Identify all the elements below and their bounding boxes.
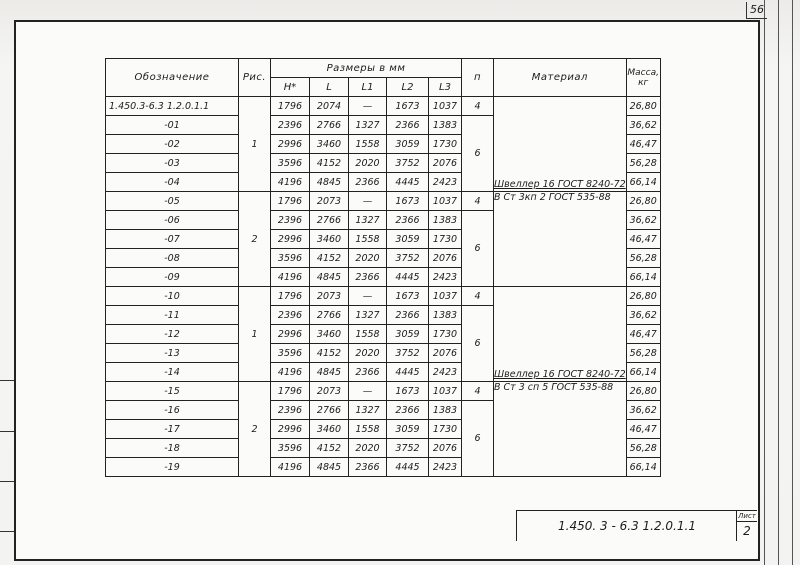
dim-l2-cell: 1673 (387, 192, 429, 211)
designation-cell: -18 (106, 439, 239, 458)
dim-l-cell: 2074 (310, 97, 349, 116)
dim-l1-cell: 1327 (349, 211, 387, 230)
margin-line (778, 0, 779, 565)
designation-cell: -08 (106, 249, 239, 268)
dim-l1-cell: 1558 (349, 325, 387, 344)
table-row (106, 97, 661, 116)
dim-l1-cell: — (349, 192, 387, 211)
fig-cell: 1 (239, 287, 271, 382)
dim-l-cell: 2766 (310, 401, 349, 420)
left-binding-strip (0, 380, 14, 558)
fig-cell: 2 (239, 192, 271, 287)
table-row (106, 382, 661, 401)
dim-l-cell: 2073 (310, 382, 349, 401)
mass-cell: 56,28 (626, 344, 660, 363)
dim-h-cell: 3596 (271, 439, 310, 458)
designation-cell: -06 (106, 211, 239, 230)
dim-l3-cell: 2423 (429, 173, 462, 192)
specification-table (105, 58, 661, 477)
dim-l2-cell: 3752 (387, 439, 429, 458)
dim-l-cell: 2766 (310, 116, 349, 135)
dim-l2-cell: 4445 (387, 363, 429, 382)
material-cell (494, 287, 627, 382)
dim-h-cell: 2396 (271, 401, 310, 420)
mass-cell: 36,62 (626, 306, 660, 325)
dim-l2-cell: 2366 (387, 401, 429, 420)
mass-cell: 46,47 (626, 135, 660, 154)
dim-h-cell: 1796 (271, 97, 310, 116)
designation-cell: -12 (106, 325, 239, 344)
dim-l1-cell: 2366 (349, 173, 387, 192)
material-cell (494, 97, 627, 192)
dim-l3-cell: 2076 (429, 344, 462, 363)
dim-l3-cell: 1383 (429, 211, 462, 230)
dim-l-cell: 4845 (310, 458, 349, 477)
dim-l2-cell: 2366 (387, 306, 429, 325)
dim-l3-cell: 1037 (429, 287, 462, 306)
designation-cell: -04 (106, 173, 239, 192)
dim-l3-cell: 2423 (429, 458, 462, 477)
designation-cell: -02 (106, 135, 239, 154)
dim-l-cell: 2073 (310, 287, 349, 306)
dim-l-cell: 3460 (310, 420, 349, 439)
designation-cell: -19 (106, 458, 239, 477)
dim-l-cell: 2766 (310, 211, 349, 230)
mass-cell: 46,47 (626, 325, 660, 344)
col-material: Материал (494, 59, 627, 97)
mass-cell: 46,47 (626, 420, 660, 439)
dim-l3-cell: 1730 (429, 420, 462, 439)
dim-h-cell: 3596 (271, 154, 310, 173)
dim-l1-cell: 2020 (349, 344, 387, 363)
dim-h-cell: 2396 (271, 211, 310, 230)
material-cell (494, 192, 627, 287)
dim-l-cell: 4845 (310, 173, 349, 192)
designation-cell: -15 (106, 382, 239, 401)
dim-l2-cell: 3059 (387, 135, 429, 154)
designation-cell: 1.450.3-6.3 1.2.0.1.1 (106, 97, 239, 116)
dim-h-cell: 3596 (271, 344, 310, 363)
dim-l3-cell: 2076 (429, 439, 462, 458)
fig-cell: 1 (239, 97, 271, 192)
dim-h-cell: 1796 (271, 382, 310, 401)
dim-l2-cell: 2366 (387, 116, 429, 135)
dim-l-cell: 3460 (310, 325, 349, 344)
dim-l1-cell: 1558 (349, 135, 387, 154)
mass-cell: 66,14 (626, 458, 660, 477)
dim-l1-cell: 2366 (349, 268, 387, 287)
dim-h-cell: 2996 (271, 230, 310, 249)
table-row (106, 192, 661, 211)
sheet-box (736, 511, 757, 541)
material-line2: В Ст 3кп 2 ГОСТ 535-88 (494, 192, 611, 203)
title-block (516, 510, 757, 541)
mass-cell: 56,28 (626, 249, 660, 268)
n-cell: 6 (462, 306, 494, 382)
n-cell: 6 (462, 211, 494, 287)
dim-h-cell: 4196 (271, 458, 310, 477)
sheet-number: 2 (743, 524, 751, 538)
designation-cell: -17 (106, 420, 239, 439)
page-number: 56 (746, 2, 767, 19)
dim-l1-cell: 2020 (349, 439, 387, 458)
dim-l2-cell: 4445 (387, 268, 429, 287)
mass-cell: 26,80 (626, 192, 660, 211)
designation-cell: -01 (106, 116, 239, 135)
dim-h-cell: 4196 (271, 268, 310, 287)
dim-l1-cell: — (349, 382, 387, 401)
col-designation: Обозначение (106, 59, 239, 97)
material-line1: Швеллер 16 ГОСТ 8240-72 (494, 179, 626, 190)
n-cell: 6 (462, 401, 494, 477)
dim-l1-cell: 2020 (349, 249, 387, 268)
dim-h-cell: 2996 (271, 135, 310, 154)
dim-l-cell: 3460 (310, 230, 349, 249)
dim-l1-cell: 1558 (349, 420, 387, 439)
dim-l3-cell: 1730 (429, 230, 462, 249)
col-mass (626, 59, 660, 97)
col-fig: Рис. (239, 59, 271, 97)
dim-l1-cell: 1558 (349, 230, 387, 249)
dim-l2-cell: 3752 (387, 154, 429, 173)
dim-l-cell: 4845 (310, 268, 349, 287)
mass-cell: 26,80 (626, 97, 660, 116)
dim-h-cell: 3596 (271, 249, 310, 268)
col-n: п (462, 59, 494, 97)
dim-l3-cell: 2423 (429, 363, 462, 382)
dim-l1-cell: — (349, 287, 387, 306)
designation-cell: -11 (106, 306, 239, 325)
margin-line (764, 0, 765, 565)
n-cell: 6 (462, 116, 494, 192)
dim-l2-cell: 1673 (387, 97, 429, 116)
dim-l3-cell: 1383 (429, 401, 462, 420)
col-h: Н* (271, 78, 310, 97)
mass-cell: 46,47 (626, 230, 660, 249)
table-row (106, 287, 661, 306)
dim-h-cell: 1796 (271, 192, 310, 211)
mass-cell: 36,62 (626, 116, 660, 135)
dim-l2-cell: 1673 (387, 382, 429, 401)
dim-l3-cell: 1037 (429, 382, 462, 401)
dim-l1-cell: — (349, 97, 387, 116)
n-cell: 4 (462, 287, 494, 306)
col-l2: L2 (387, 78, 429, 97)
dim-l-cell: 4845 (310, 363, 349, 382)
col-l: L (310, 78, 349, 97)
dim-l-cell: 4152 (310, 344, 349, 363)
dim-l1-cell: 2366 (349, 458, 387, 477)
mass-cell: 26,80 (626, 287, 660, 306)
dim-l2-cell: 2366 (387, 211, 429, 230)
dim-h-cell: 2396 (271, 306, 310, 325)
dim-h-cell: 2996 (271, 420, 310, 439)
material-cell (494, 382, 627, 477)
dim-l3-cell: 2423 (429, 268, 462, 287)
dim-l2-cell: 3752 (387, 344, 429, 363)
mass-cell: 66,14 (626, 363, 660, 382)
material-line1: Швеллер 16 ГОСТ 8240-72 (494, 369, 626, 380)
mass-cell: 56,28 (626, 439, 660, 458)
dim-l-cell: 2073 (310, 192, 349, 211)
dim-l1-cell: 2020 (349, 154, 387, 173)
mass-cell: 36,62 (626, 211, 660, 230)
dim-l3-cell: 2076 (429, 154, 462, 173)
dim-h-cell: 2996 (271, 325, 310, 344)
dim-l-cell: 3460 (310, 135, 349, 154)
dim-l1-cell: 1327 (349, 401, 387, 420)
dim-l-cell: 4152 (310, 154, 349, 173)
document-code: 1.450. 3 - 6.3 1.2.0.1.1 (558, 519, 696, 533)
mass-cell: 66,14 (626, 173, 660, 192)
designation-cell: -03 (106, 154, 239, 173)
dim-l1-cell: 1327 (349, 306, 387, 325)
n-cell: 4 (462, 97, 494, 116)
col-mass-line2: кг (638, 77, 649, 88)
designation-cell: -16 (106, 401, 239, 420)
n-cell: 4 (462, 382, 494, 401)
dim-l3-cell: 1037 (429, 97, 462, 116)
dim-l3-cell: 1383 (429, 116, 462, 135)
dim-l1-cell: 2366 (349, 363, 387, 382)
material-line2: В Ст 3 сп 5 ГОСТ 535-88 (494, 382, 614, 393)
designation-cell: -05 (106, 192, 239, 211)
dim-l3-cell: 1730 (429, 325, 462, 344)
mass-cell: 66,14 (626, 268, 660, 287)
col-mass-line1: Масса, (627, 67, 659, 78)
mass-cell: 36,62 (626, 401, 660, 420)
dim-h-cell: 4196 (271, 363, 310, 382)
dim-l3-cell: 1037 (429, 192, 462, 211)
dim-l2-cell: 3059 (387, 325, 429, 344)
designation-cell: -07 (106, 230, 239, 249)
mass-cell: 56,28 (626, 154, 660, 173)
dim-h-cell: 2396 (271, 116, 310, 135)
dim-l3-cell: 1383 (429, 306, 462, 325)
n-cell: 4 (462, 192, 494, 211)
designation-cell: -10 (106, 287, 239, 306)
dim-l2-cell: 3059 (387, 230, 429, 249)
designation-cell: -09 (106, 268, 239, 287)
dim-l-cell: 4152 (310, 439, 349, 458)
dim-l3-cell: 1730 (429, 135, 462, 154)
dim-l2-cell: 3059 (387, 420, 429, 439)
mass-cell: 26,80 (626, 382, 660, 401)
col-dims: Размеры в мм (271, 59, 462, 78)
table-body (106, 97, 661, 477)
col-l1: L1 (349, 78, 387, 97)
designation-cell: -13 (106, 344, 239, 363)
dim-l3-cell: 2076 (429, 249, 462, 268)
fig-cell: 2 (239, 382, 271, 477)
sheet-label: Лист (738, 512, 756, 520)
dim-l2-cell: 4445 (387, 458, 429, 477)
dim-l2-cell: 3752 (387, 249, 429, 268)
dim-l2-cell: 1673 (387, 287, 429, 306)
margin-line (792, 0, 793, 565)
dim-h-cell: 4196 (271, 173, 310, 192)
col-l3: L3 (429, 78, 462, 97)
designation-cell: -14 (106, 363, 239, 382)
dim-l-cell: 2766 (310, 306, 349, 325)
dim-h-cell: 1796 (271, 287, 310, 306)
dim-l1-cell: 1327 (349, 116, 387, 135)
dim-l-cell: 4152 (310, 249, 349, 268)
dim-l2-cell: 4445 (387, 173, 429, 192)
